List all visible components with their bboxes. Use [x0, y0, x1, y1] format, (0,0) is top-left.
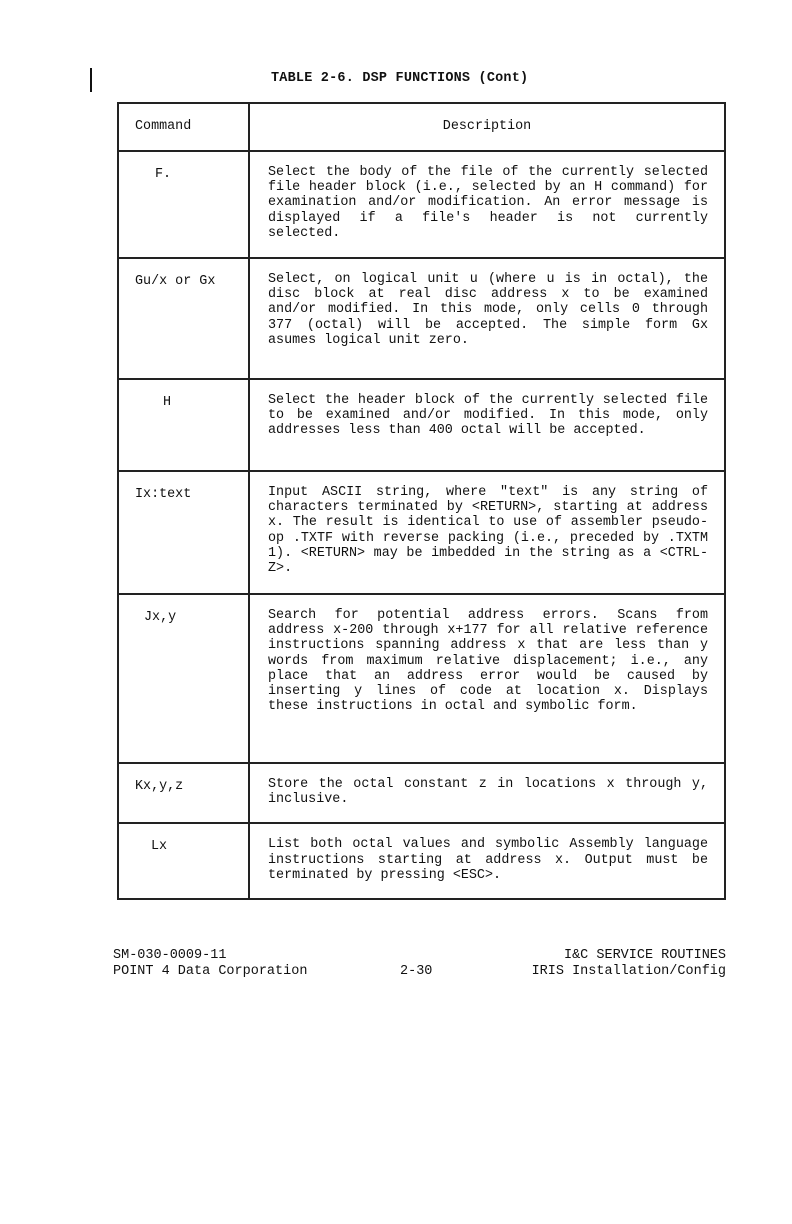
command-cell: F. — [118, 151, 249, 258]
description-cell: Store the octal constant z in locations x through y, inclusive. — [249, 763, 725, 823]
description-cell: List both octal values and symbolic Assembly language instructions starting at address x. Output must be terminated by pressing <ESC>. — [249, 823, 725, 899]
description-cell: Input ASCII string, where "text" is any string of characters terminated by <RETURN>, starting at address x. The result is identical to use of assembler pseudo-op .TXTF with reverse packing (i.e., preceded by .TXTM 1). <RETURN> may be imbedded in the string as a <CTRL-Z>. — [249, 471, 725, 594]
table-row — [118, 471, 725, 594]
footer-right — [532, 948, 726, 980]
table-row — [118, 594, 725, 763]
description-cell: Select, on logical unit u (where u is in octal), the disc block at real disc address x to be examined and/or modified. In this mode, only cells 0 through 377 (octal) will be accepted. The simple form Gx asumes logical unit zero. — [249, 258, 725, 379]
table-row — [118, 379, 725, 471]
command-cell: H — [118, 379, 249, 471]
table-header-row — [118, 103, 725, 151]
dsp-functions-table — [117, 102, 726, 900]
description-cell: Select the body of the file of the currently selected file header block (i.e., selected by an H command) for examination and/or modification. An error message is displayed if a file's header is not currently selected. — [249, 151, 725, 258]
table-title: TABLE 2-6. DSP FUNCTIONS (Cont) — [271, 71, 529, 86]
command-cell: Jx,y — [118, 594, 249, 763]
command-cell: Ix:text — [118, 471, 249, 594]
footer-left — [113, 948, 307, 980]
command-cell: Gu/x or Gx — [118, 258, 249, 379]
table-row — [118, 823, 725, 899]
manual-name: IRIS Installation/Config — [531, 964, 726, 979]
description-cell: Select the header block of the currently selected file to be examined and/or modified. In this mode, only addresses less than 400 octal will be accepted. — [249, 379, 725, 471]
page-number: 2-30 — [400, 964, 433, 979]
company-name: POINT 4 Data Corporation — [113, 964, 308, 979]
command-cell: Lx — [118, 823, 249, 899]
change-bar — [90, 68, 92, 92]
section-name: I&C SERVICE ROUTINES — [563, 948, 726, 963]
command-cell: Kx,y,z — [118, 763, 249, 823]
table-row — [118, 763, 725, 823]
table-row — [118, 258, 725, 379]
column-header-command: Command — [118, 103, 249, 151]
doc-number: SM-030-0009-11 — [113, 948, 227, 963]
column-header-description: Description — [249, 103, 725, 151]
description-cell: Search for potential address errors. Scans from address x-200 through x+177 for all relative reference instructions spanning address x that are less than y words from maximum relative displacement; i.e., any place that an address error would be caused by inserting y lines of code at location x. Displays these instructions in octal and symbolic form. — [249, 594, 725, 763]
table-row — [118, 151, 725, 258]
